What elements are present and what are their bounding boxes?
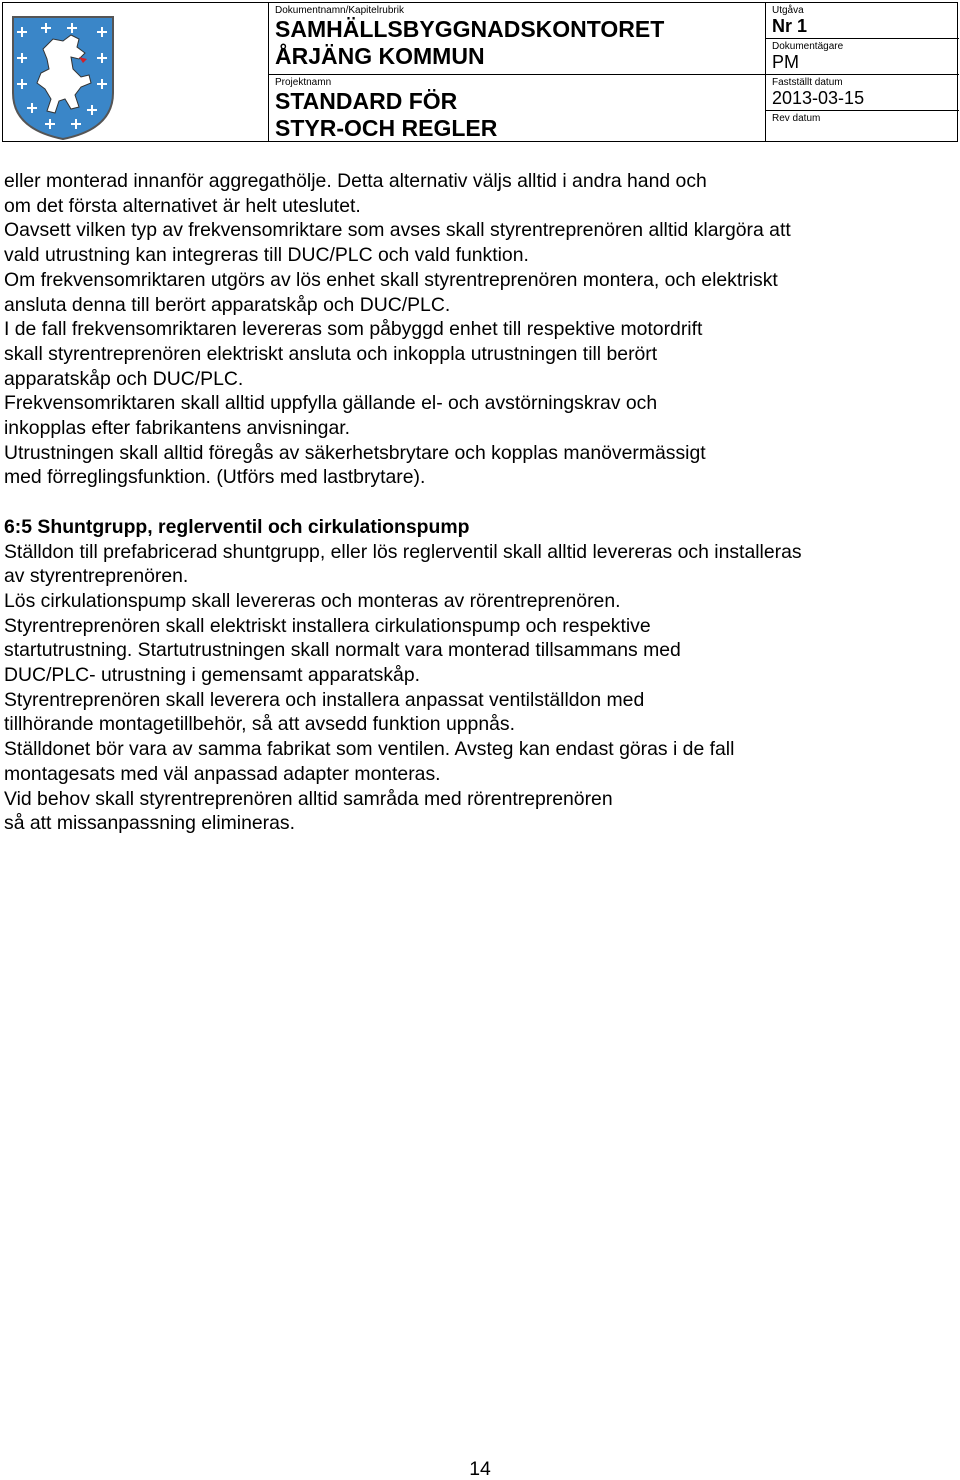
revision-date-field <box>766 111 959 143</box>
text-line: Frekvensomriktaren skall alltid uppfylla gällande el- och avstörningskrav och <box>4 392 658 415</box>
established-date-field <box>766 75 959 111</box>
text-line: inkopplas efter fabrikantens anvisningar. <box>4 417 351 440</box>
text-line: eller monterad innanför aggregathölje. Detta alternativ väljs alltid i andra hand och <box>4 170 707 192</box>
text-line: apparatskåp och DUC/PLC. <box>4 367 244 390</box>
document-name-line-1: SAMHÄLLSBYGGNADSKONTORET <box>275 16 665 42</box>
edition-field <box>766 3 959 39</box>
page-number: 14 <box>469 1458 491 1480</box>
text-line: Ställdonet bör vara av samma fabrikat som ventilen. Avsteg kan endast göras i de fall <box>4 738 735 761</box>
paragraph-gap <box>4 490 954 515</box>
text-line: DUC/PLC- utrustning i gemensamt apparatskåp. <box>4 664 421 687</box>
text-line: Utrustningen skall alltid föregås av säkerhetsbrytare och kopplas manövermässigt <box>4 441 706 464</box>
text-line: av styrentreprenören. <box>4 565 189 588</box>
text-line: om det första alternativet är helt uteslutet. <box>4 194 361 217</box>
text-line: vald utrustning kan integreras till DUC/PLC och vald funktion. <box>4 244 529 267</box>
text-line: Oavsett vilken typ av frekvensomriktare som avses skall styrentreprenören alltid klargöra att <box>4 219 791 242</box>
section-text <box>4 540 954 836</box>
owner-field <box>766 39 959 75</box>
text-line: I de fall frekvensomriktaren levereras som påbyggd enhet till respektive motordrift <box>4 318 703 341</box>
text-line: Om frekvensomriktaren utgörs av lös enhet skall styrentreprenören montera, och elektriskt <box>4 268 778 291</box>
text-line: Styrentreprenören skall leverera och installera anpassat ventilställdon med <box>4 688 645 711</box>
edition-label: Utgåva <box>772 5 804 16</box>
text-line: Lös cirkulationspump skall levereras och monteras av rörentreprenören. <box>4 589 621 612</box>
intro-text <box>4 169 954 490</box>
revision-date-label: Rev datum <box>772 113 821 124</box>
edition-value: Nr 1 <box>772 16 808 36</box>
title-cell <box>269 3 766 141</box>
meta-cell <box>766 3 959 141</box>
text-line: montagesats med väl anpassad adapter monteras. <box>4 762 441 785</box>
text-line: tillhörande montagetillbehör, så att avsedd funktion uppnås. <box>4 713 515 736</box>
project-name-field <box>269 75 765 143</box>
section-heading: 6:5 Shuntgrupp, reglerventil och cirkulationspump <box>4 515 470 538</box>
document-body <box>4 169 954 836</box>
text-line: Styrentreprenören skall elektriskt installera cirkulationspump och respektive <box>4 614 651 637</box>
owner-value: PM <box>772 52 799 72</box>
text-line: ansluta denna till berört apparatskåp och DUC/PLC. <box>4 293 451 316</box>
text-line: med förreglingsfunktion. (Utförs med lastbrytare). <box>4 466 426 489</box>
owner-label: Dokumentägare <box>772 41 844 52</box>
coat-of-arms-logo <box>9 13 117 141</box>
text-line: Ställdon till prefabricerad shuntgrupp, eller lös reglerventil skall alltid levereras och installeras <box>4 540 802 563</box>
project-name-line-2: STYR-OCH REGLER <box>275 115 498 141</box>
logo-cell <box>3 3 269 141</box>
established-date-label: Fastställt datum <box>772 77 843 88</box>
document-header <box>2 2 958 142</box>
text-line: så att missanpassning elimineras. <box>4 812 295 835</box>
document-name-field <box>269 3 765 75</box>
text-line: startutrustning. Startutrustningen skall normalt vara monterad tillsammans med <box>4 639 681 662</box>
document-name-label: Dokumentnamn/Kapitelrubrik <box>275 5 404 16</box>
text-line: Vid behov skall styrentreprenören alltid samråda med rörentreprenören <box>4 787 613 810</box>
document-name-line-2: ÅRJÄNG KOMMUN <box>275 43 485 69</box>
established-date-value: 2013-03-15 <box>772 88 865 108</box>
project-name-line-1: STANDARD FÖR <box>275 88 458 114</box>
text-line: skall styrentreprenören elektriskt ansluta och inkoppla utrustningen till berört <box>4 342 658 365</box>
project-name-label: Projektnamn <box>275 77 332 88</box>
